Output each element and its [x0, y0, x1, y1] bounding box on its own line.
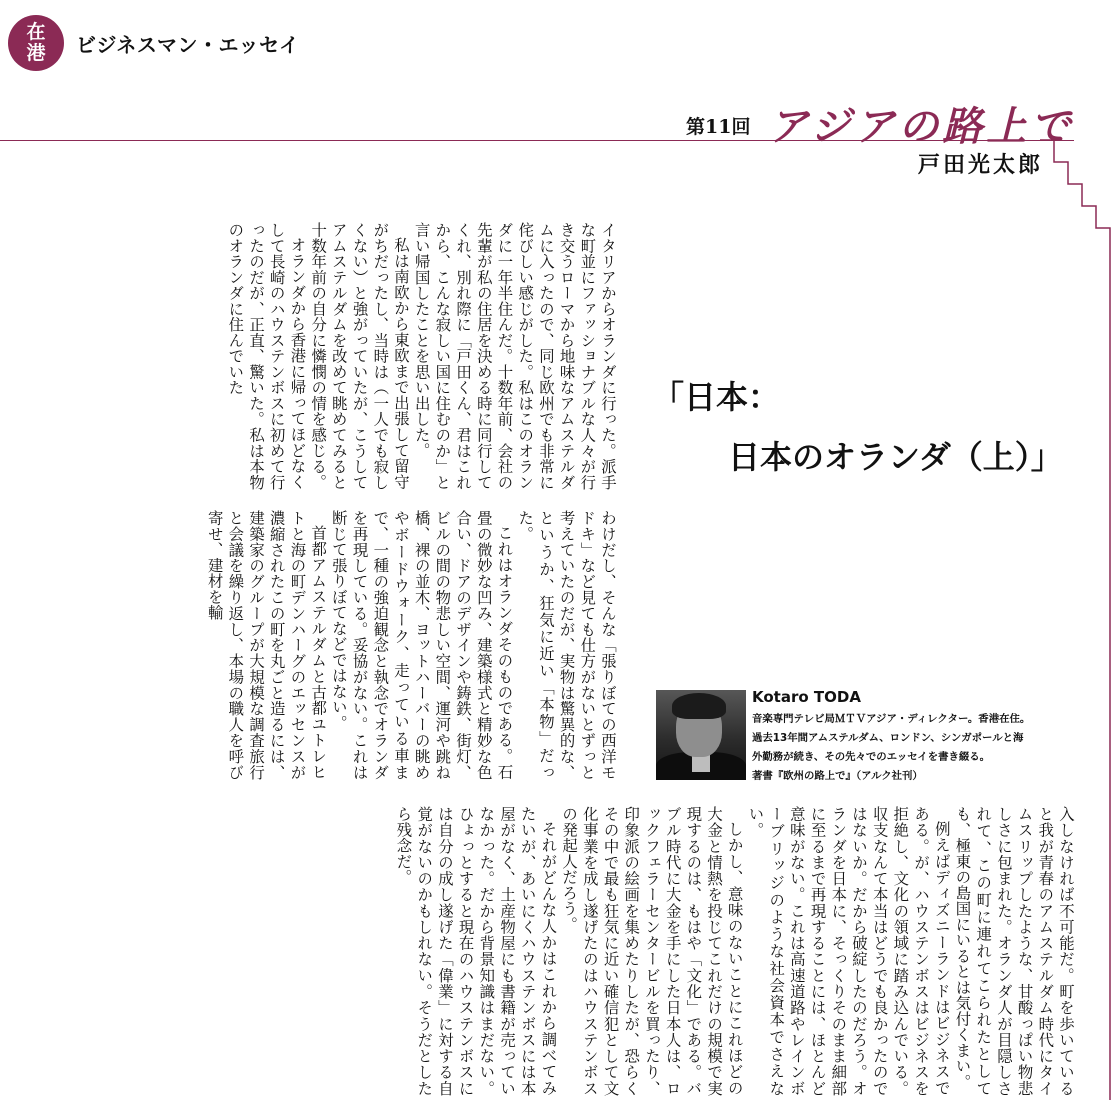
body-column-3	[22, 806, 1076, 1096]
body-column-1	[22, 222, 618, 490]
paragraph: オランダから香港に帰ってほどなくして長崎のハウステンボスに初めて行ったのだが、正直、驚いた。私は本物のオランダに住んでいた	[226, 222, 307, 490]
profile-name: Kotaro TODA	[752, 688, 861, 706]
author-name: 戸田光太郎	[918, 152, 1044, 178]
profile-bio-line: 外勤務が続き、その先々でのエッセイを書き綴る。	[752, 751, 991, 763]
paragraph: わけだし、そんな「張りぼての西洋モドキ」など見ても仕方がないとずっと考えていたのだが、実物は驚異的な、というか、狂気に近い「本物」だった。	[516, 510, 617, 780]
paragraph: 入しなければ不可能だ。町を歩いていると我が青春のアムステルダム時代にタイムスリップしたような、甘酸っぱい物悲しさに包まれた。オランダ人が目隠しされて、この町に連れてこられたとしても、極東の島国にいるとは気付くまい。	[953, 806, 1075, 1096]
body-column-2	[22, 510, 618, 780]
series-title: ビジネスマン・エッセイ	[76, 33, 300, 57]
zaiko-badge	[8, 15, 64, 71]
profile-bio-line: 過去13年間アムステルダム、ロンドン、シンガポールと海	[752, 732, 1024, 744]
paragraph: それがどんな人かはこれから調べてみたいが、あいにくハウステンボスには本屋がなく、土産物屋にも書籍が売っていなかった。だから背景知識はまだない。ひょっとすると現在のハウステンボスには自分の成し遂げた「偉業」に対する自覚がないのかもしれない。そうだとしたら残念だ。	[394, 806, 558, 1096]
paragraph: しかし、意味のないことにこれほどの大金と情熱を投じてこれだけの規模で実現するのは、もはや「文化」である。バブル時代に大金を手にした日本人は、ロックフェラーセンタービルを買ったり、印象派の絵画を集めたりしたが、恐らくその中で最も狂気に近い確信犯として文化事業を成し遂げたのはハウステンボスの発起人だろう。	[560, 806, 744, 1096]
subtitle-line-1: 「日本：	[652, 378, 781, 416]
article-title: アジアの路上で	[768, 103, 1075, 150]
paragraph: 私は南欧から東欧まで出張して留守がちだったし、当時は（一人でも寂しくない）と強がっていたが、こうしてアムステルダムを改めて眺めてみると十数年前の自分に憐憫の情を感じる。	[309, 222, 410, 490]
profile-bio-line: 著書『欧州の路上で』（アルク社刊）	[752, 770, 923, 782]
paragraph: イタリアからオランダに行った。派手な町並にファッショナブルな人々が行き交うローマから地味なアムステルダムに入ったので、同じ欧州でも非常に侘びしい感じがした。私はこのオランダに一年半住んだ。十数年前、会社の先輩が私の住居を決める時に同行してくれ、別れ際に「戸田くん、君はこれから、こんな寂しい国に住むのか」と言い帰国したことを思い出した。	[412, 222, 617, 490]
profile-bio	[752, 710, 1064, 786]
paragraph: 首都アムステルダムと古都ユトレヒトと海の町デンハーグのエッセンスが濃縮されたこの町を丸ごと造るには、建築家のグループが大規模な調査旅行と会議を繰り返し、本場の職人を呼び寄せ、建材を輸	[205, 510, 328, 780]
episode-number: 第11回	[686, 116, 751, 138]
paragraph: これはオランダそのものである。石畳の微妙な凹み、建築様式と精妙な色合い、ドアのデザインや鋳鉄、街灯、ビルの間の物悲しい空間、運河や跳ね橋、裸の並木、ヨットハーバーの眺めやボードウォーク、走っている車まで、一種の強迫観念と執念でオランダを再現している。妥協がない。これは断じて張りぼてなどではない。	[329, 510, 514, 780]
author-photo	[656, 690, 746, 780]
subtitle-line-2: 日本のオランダ（上）」	[728, 438, 1063, 476]
profile-bio-line: 音楽専門テレビ局ＭＴＶアジア・ディレクター。香港在住。	[752, 713, 1031, 725]
badge-char-top: 在	[26, 21, 46, 43]
badge-char-bottom: 港	[26, 42, 46, 64]
paragraph: 例えばディズニーランドはビジネスである。が、ハウステンボスはビジネスを拒絶し、文化の領域に踏み込んでいる。収支なんて本当はどうでも良かったのではないか。だから破綻したのだろう。オランダを日本に、そっくりそのまま細部に至るまで再現することには、ほとんど意味がない。これは高速道路やレインボーブリッジのような社会資本でさえない。	[746, 806, 951, 1096]
